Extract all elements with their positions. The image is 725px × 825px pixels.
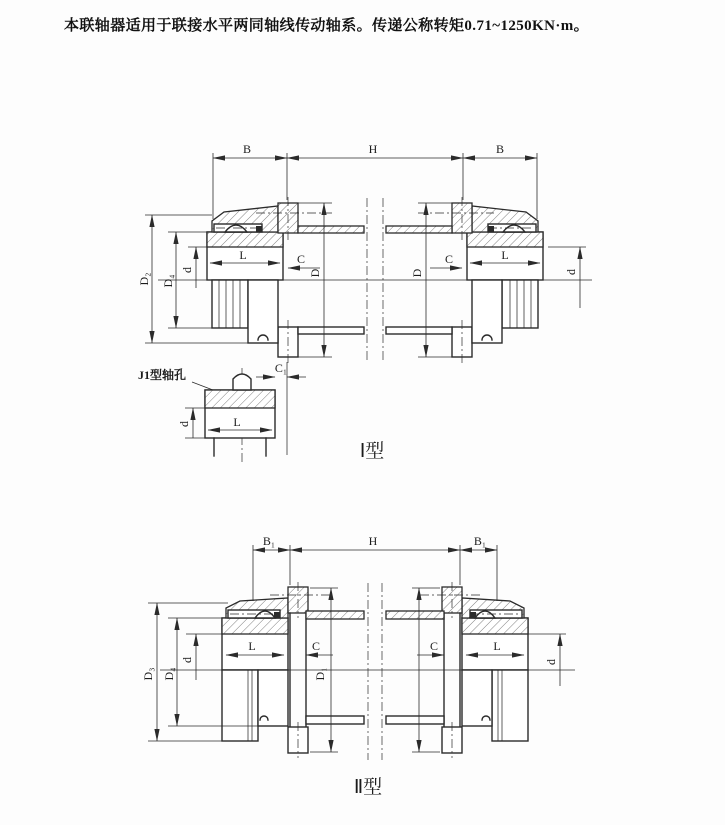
dim-label-L-detail: L <box>233 415 241 429</box>
dim-label-L-left: L <box>248 639 256 653</box>
dim-label-C-left: C <box>296 252 306 266</box>
hub-teeth-lower <box>258 670 288 726</box>
type1-drawing <box>137 142 592 363</box>
dim-label-B1-right: B₁ <box>473 534 487 548</box>
sleeve-wall-top <box>386 226 452 233</box>
dim-label-C1: C₁ <box>274 361 288 375</box>
hub-section-hatch <box>222 618 288 634</box>
sleeve-wall-top <box>306 611 364 619</box>
detail-hub-hatch <box>205 390 275 408</box>
dim-label-D2: D₂ <box>137 272 151 286</box>
type2-drawing <box>141 534 575 760</box>
figure1-caption: Ⅰ型 <box>359 441 385 462</box>
dim-label-C-left: C <box>311 639 321 653</box>
ring-lower <box>222 670 258 741</box>
ring-lower <box>248 280 278 343</box>
dim-label-L-right: L <box>501 248 509 262</box>
sleeve-wall-top <box>298 226 364 233</box>
dim-label-D1: D₁ <box>313 667 327 681</box>
dim-label-L-left: L <box>239 248 247 262</box>
hub-section-hatch <box>467 232 543 247</box>
sleeve-wall-bottom <box>386 716 444 724</box>
dim-label-C-right: C <box>429 639 439 653</box>
dim-label-H: H <box>368 142 378 156</box>
seal-square <box>488 226 494 232</box>
hub-teeth-lower <box>212 280 248 328</box>
dim-label-d-right: d <box>544 659 558 665</box>
j1-bore-detail <box>138 361 306 462</box>
seal-square <box>256 226 262 232</box>
ring-lower <box>472 280 502 343</box>
dim-label-D4: D₄ <box>162 667 176 681</box>
dim-label-L-right: L <box>493 639 501 653</box>
hub-teeth-lower <box>502 280 538 328</box>
sleeve-wall-bottom <box>306 716 364 724</box>
dim-label-B-left: B <box>242 142 252 156</box>
dim-label-C-right: C <box>444 252 454 266</box>
sleeve-wall-top <box>386 611 444 619</box>
intro-text: 本联轴器适用于联接水平两同轴线传动轴系。传递公称转矩0.71~1250KN·m。 <box>64 18 590 34</box>
dim-label-d-left: d <box>180 657 194 663</box>
dim-label-D3: D₃ <box>141 667 155 681</box>
ring-lower <box>492 670 528 741</box>
hub-section-hatch <box>462 618 528 634</box>
dim-label-D4: D₄ <box>161 274 175 288</box>
dim-label-d-left: d <box>180 267 194 273</box>
dim-label-H: H <box>368 534 378 548</box>
hub-section-hatch <box>207 232 283 247</box>
sleeve-wall-bottom <box>298 327 364 334</box>
dim-label-B1-left: B₁ <box>262 534 276 548</box>
dim-label-d-right: d <box>564 269 578 275</box>
figure2-caption: Ⅱ型 <box>353 777 383 798</box>
dim-label-d-detail: d <box>177 421 191 427</box>
hub-teeth-lower <box>462 670 492 726</box>
detail-boss <box>233 374 251 390</box>
dim-label-B-right: B <box>495 142 505 156</box>
dim-label-D-right: D <box>410 268 424 278</box>
seal-square <box>274 612 280 618</box>
seal-square <box>470 612 476 618</box>
j1-detail-label: J1型轴孔 <box>138 368 187 382</box>
sleeve-wall-bottom <box>386 327 452 334</box>
dim-label-D-left: D <box>308 268 322 278</box>
